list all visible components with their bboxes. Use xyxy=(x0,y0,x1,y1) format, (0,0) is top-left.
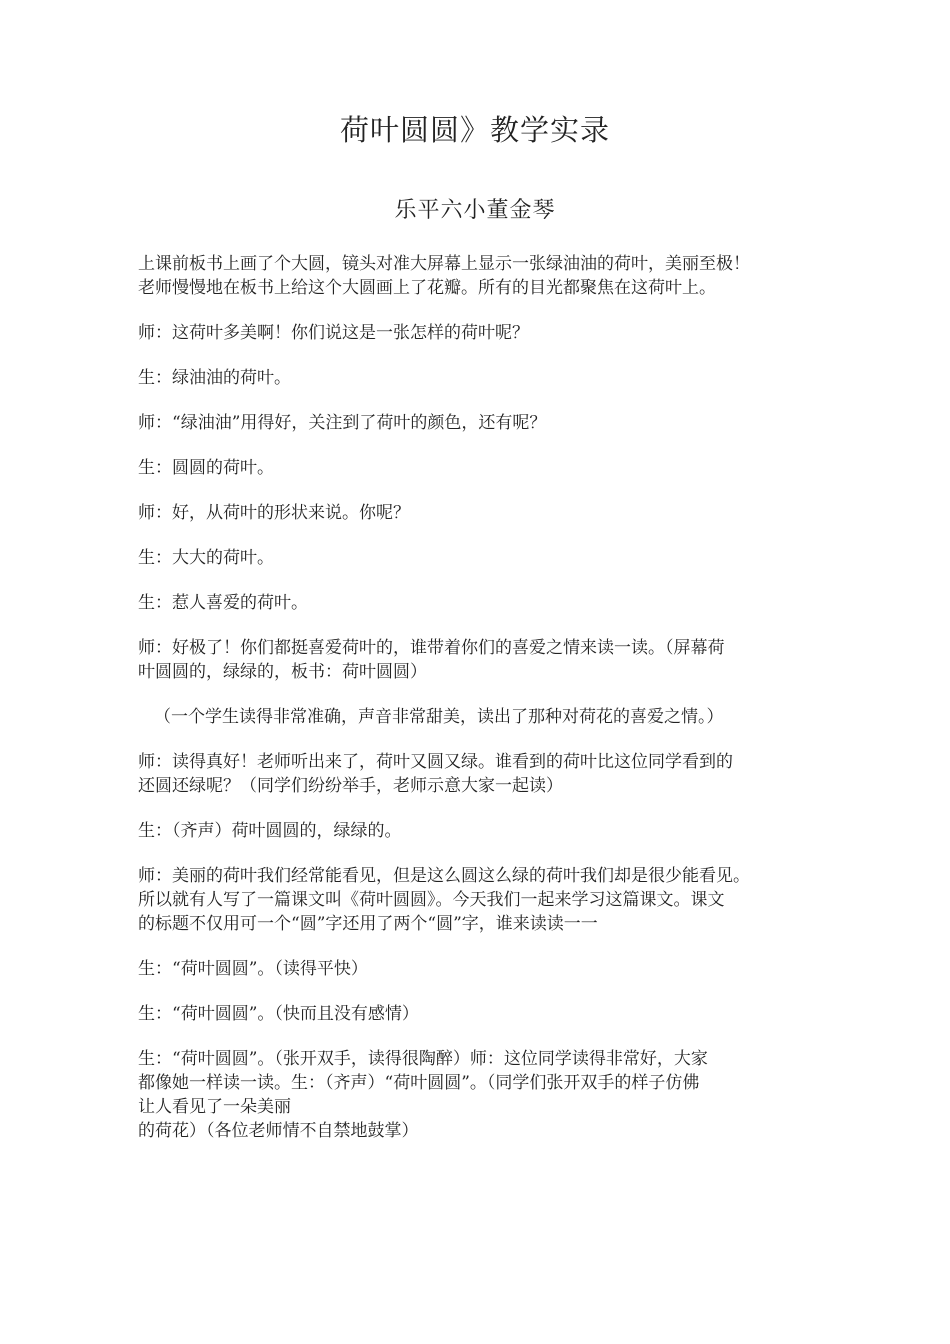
document-body xyxy=(138,252,828,1164)
paragraph-line: 的荷花）（各位老师情不自禁地鼓掌） xyxy=(138,1121,419,1141)
paragraph-line: 师：好极了！你们都挺喜爱荷叶的，谁带着你们的喜爱之情来读一读。（屏幕荷 xyxy=(138,638,725,658)
paragraph xyxy=(138,1002,828,1026)
paragraph-line: 师：好，从荷叶的形状来说。你呢？ xyxy=(138,503,410,523)
paragraph-line: 叶圆圆的，绿绿的，板书：荷叶圆圆） xyxy=(138,662,427,682)
paragraph-line: 师：美丽的荷叶我们经常能看见，但是这么圆这么绿的荷叶我们却是很少能看见。 xyxy=(138,866,750,886)
paragraph xyxy=(138,366,828,390)
document-author: 乐平六小董金琴 xyxy=(394,198,556,223)
paragraph-line: 师：这荷叶多美啊！你们说这是一张怎样的荷叶呢？ xyxy=(138,323,529,343)
paragraph xyxy=(138,252,828,300)
paragraph-line: 师：读得真好！老师听出来了，荷叶又圆又绿。谁看到的荷叶比这位同学看到的 xyxy=(138,752,733,772)
paragraph-line: 让人看见了一朵美丽 xyxy=(138,1097,291,1117)
paragraph xyxy=(138,1047,828,1143)
paragraph-line: 生：“荷叶圆圆”。（快而且没有感情） xyxy=(138,1004,419,1024)
paragraph xyxy=(138,636,828,684)
paragraph xyxy=(138,957,828,981)
paragraph xyxy=(138,864,828,936)
paragraph-line: 上课前板书上画了个大圆，镜头对准大屏幕上显示一张绿油油的荷叶，美丽至极！ xyxy=(138,254,750,274)
paragraph xyxy=(138,705,828,729)
paragraph-line: 所以就有人写了一篇课文叫《荷叶圆圆》。今天我们一起来学习这篇课文。课文 xyxy=(138,890,725,910)
paragraph xyxy=(138,321,828,345)
paragraph xyxy=(138,546,828,570)
paragraph-line: 生：“荷叶圆圆”。（张开双手，读得很陶醉）师：这位同学读得非常好，大家 xyxy=(138,1049,708,1069)
document-title: 荷叶圆圆》教学实录 xyxy=(339,113,610,147)
paragraph xyxy=(138,819,828,843)
paragraph xyxy=(138,456,828,480)
paragraph-line: 的标题不仅用可一个“圆”字还用了两个“圆”字，谁来读读一一 xyxy=(138,914,598,934)
paragraph-line: 生：圆圆的荷叶。 xyxy=(138,458,274,478)
paragraph-line: 还圆还绿呢？（同学们纷纷举手，老师示意大家一起读） xyxy=(138,776,563,796)
paragraph xyxy=(138,591,828,615)
paragraph-line: 生：大大的荷叶。 xyxy=(138,548,274,568)
paragraph-line: 老师慢慢地在板书上给这个大圆画上了花瓣。所有的目光都聚焦在这荷叶上。 xyxy=(138,278,716,298)
paragraph xyxy=(138,501,828,525)
paragraph-line: 生：“荷叶圆圆”。（读得平快） xyxy=(138,959,368,979)
paragraph xyxy=(138,411,828,435)
paragraph-line: 生：（齐声）荷叶圆圆的，绿绿的。 xyxy=(138,821,402,841)
paragraph-line: 生：绿油油的荷叶。 xyxy=(138,368,291,388)
paragraph-line: 生：惹人喜爱的荷叶。 xyxy=(138,593,308,613)
paragraph-line: （一个学生读得非常准确，声音非常甜美，读出了那种对荷花的喜爱之情。） xyxy=(154,707,724,727)
paragraph xyxy=(138,750,828,798)
paragraph-line: 师：“绿油油”用得好，关注到了荷叶的颜色，还有呢？ xyxy=(138,413,547,433)
paragraph-line: 都像她一样读一读。生：（齐声）“荷叶圆圆”。（同学们张开双手的样子仿佛 xyxy=(138,1073,700,1093)
